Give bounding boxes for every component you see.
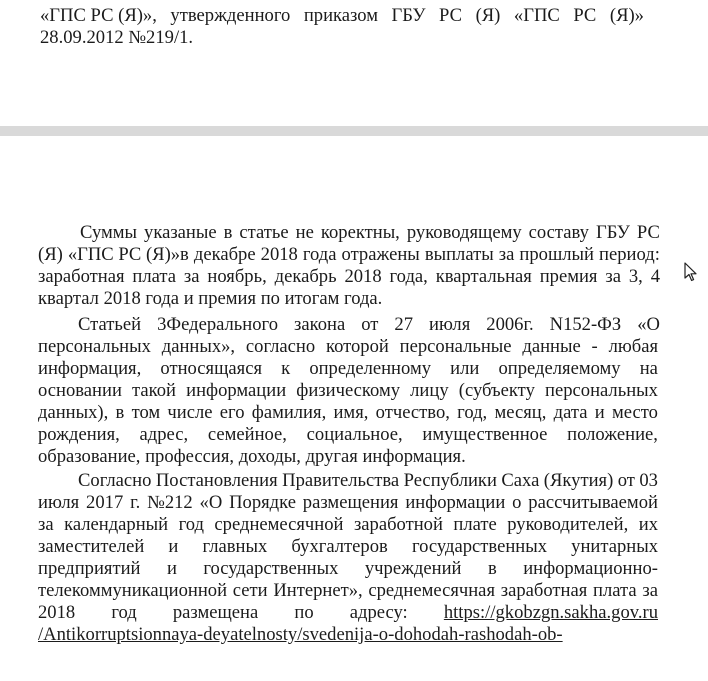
word: рождения, <box>38 424 120 445</box>
word: на <box>639 358 658 379</box>
word: физическому <box>296 380 401 401</box>
word: среднемесячная <box>368 580 495 601</box>
word: руководителей, <box>507 514 629 535</box>
word: ноябрь, <box>207 266 267 287</box>
word: информация, <box>38 358 142 379</box>
word: год <box>111 602 137 623</box>
word: и <box>166 558 177 579</box>
word: за <box>605 266 621 287</box>
p2-line-1 <box>78 314 660 336</box>
top-line-1 <box>40 5 644 27</box>
word: предприятий <box>38 558 141 579</box>
p3-line-2 <box>38 492 658 514</box>
word: или <box>450 358 480 379</box>
word: семейное, <box>207 424 287 445</box>
word: 2018 <box>38 602 76 623</box>
p3-line-1 <box>78 470 658 492</box>
word: бухгалтеров <box>291 536 388 557</box>
word: июля <box>38 492 80 513</box>
word: плата <box>132 266 177 287</box>
mouse-pointer-icon <box>683 262 697 282</box>
word: (субъекту <box>458 380 535 401</box>
word: в <box>223 222 233 243</box>
word: (Я) <box>475 5 501 26</box>
word: Республики <box>403 470 497 491</box>
word: года, <box>389 266 428 287</box>
word: лицу <box>410 380 449 401</box>
word: 03 <box>639 470 658 491</box>
word: закона <box>294 314 346 335</box>
word: плате <box>453 514 497 535</box>
word: данных», <box>161 336 236 357</box>
word: относящаяся <box>160 358 263 379</box>
word: 2017 <box>86 492 124 513</box>
word: Правительства <box>282 470 400 491</box>
p2-line-4 <box>38 380 658 402</box>
word: Согласно <box>78 470 152 491</box>
word: (Я) <box>38 244 63 265</box>
word: место <box>611 402 658 423</box>
word: за <box>183 266 200 287</box>
word: Постановления <box>155 470 278 491</box>
word: такой <box>132 380 176 401</box>
word: его <box>219 402 245 423</box>
p2-line-2 <box>38 336 658 358</box>
word: 4 <box>650 266 660 287</box>
word: персональных <box>38 336 151 357</box>
word: в <box>115 402 125 423</box>
word: числе <box>167 402 213 423</box>
p2-line-5 <box>38 402 658 424</box>
word: определенному <box>309 358 432 379</box>
word: Интернет», <box>273 580 363 601</box>
word: - <box>591 336 598 357</box>
word: размещена <box>172 602 259 623</box>
p3-line-4 <box>38 536 658 558</box>
word: декабрь <box>274 266 337 287</box>
word: коректны, <box>320 222 400 243</box>
word: основании <box>38 380 122 401</box>
word: 2006г. <box>486 314 534 335</box>
word: к <box>281 358 291 379</box>
word: информации <box>405 492 506 513</box>
word: за <box>38 514 54 535</box>
word: «ГПС <box>513 5 560 26</box>
word: Порядке <box>229 492 296 513</box>
p3-line-5 <box>38 558 658 580</box>
word: Суммы <box>80 222 138 243</box>
word: (Я)» <box>609 5 644 26</box>
p1-line-3 <box>38 266 660 288</box>
word: «ГПС РС (Я)»в <box>67 244 189 265</box>
word: имущественное <box>422 424 548 445</box>
word: год, <box>457 402 488 423</box>
word: заработной <box>353 514 443 535</box>
word: ГБУ <box>391 5 426 26</box>
word: г. <box>130 492 141 513</box>
top-line-2: 28.09.2012 №219/1. <box>40 27 194 48</box>
word: в <box>487 558 497 579</box>
word: любая <box>608 336 658 357</box>
word: и <box>594 402 605 423</box>
word: адресу: <box>349 602 408 623</box>
word: статье <box>239 222 289 243</box>
word: размещения <box>302 492 399 513</box>
word: квартальная <box>435 266 532 287</box>
p1-line-4: квартал 2018 года и премия по итогам года. <box>38 288 383 309</box>
p2-line-7: образование, профессия, доходы, другая информация. <box>38 446 466 467</box>
url-link[interactable]: https://gkobzgn.sakha.gov.ru <box>443 602 658 623</box>
word: данные <box>522 336 581 357</box>
word: заместителей <box>38 536 145 557</box>
word: персональных <box>545 380 658 401</box>
word: месяц, <box>494 402 547 423</box>
word: указаные <box>144 222 217 243</box>
word: от <box>617 470 635 491</box>
p1-line-2 <box>38 244 660 266</box>
word: учреждений <box>364 558 462 579</box>
p3-line-8-link[interactable]: /Antikorruptsionnaya-deyatelnosty/svedenija-o-dohodah-rashodah-ob- <box>38 624 563 645</box>
word: приказом <box>303 5 378 26</box>
word: сети <box>232 580 268 601</box>
word: персональные <box>399 336 512 357</box>
word: РС <box>573 5 597 26</box>
word: положение, <box>567 424 658 445</box>
word: Саха <box>501 470 540 491</box>
word: 3Федерального <box>157 314 278 335</box>
word: государственных <box>203 558 339 579</box>
page-main <box>0 136 708 681</box>
word: прошлый <box>519 244 594 265</box>
p3-line-7 <box>38 602 658 624</box>
word: их <box>638 514 658 535</box>
word: рассчитываемой <box>528 492 658 513</box>
word: 2018 <box>260 244 298 265</box>
word: отражены <box>341 244 420 265</box>
word: заработная <box>500 580 588 601</box>
word: государственных <box>411 536 548 557</box>
word: фамилия, <box>251 402 327 423</box>
word: 27 <box>394 314 414 335</box>
word: о <box>512 492 522 513</box>
word: Статьей <box>78 314 142 335</box>
word: адрес, <box>139 424 189 445</box>
word: июля <box>429 314 471 335</box>
word: определяемому <box>498 358 621 379</box>
word: премия <box>539 266 598 287</box>
word: РС <box>439 5 463 26</box>
word: 2018 <box>344 266 382 287</box>
word: отчество, <box>375 402 450 423</box>
word: социальное, <box>306 424 403 445</box>
p3-line-6 <box>38 580 658 602</box>
word: период: <box>599 244 660 265</box>
word: выплаты <box>424 244 494 265</box>
word: 3, <box>628 266 643 287</box>
word: телекоммуникационной <box>38 580 228 601</box>
word: ГБУ <box>595 222 630 243</box>
word: календарный <box>64 514 169 535</box>
p1-line-1 <box>80 222 660 244</box>
word: заработная <box>38 266 125 287</box>
word: которой <box>325 336 389 357</box>
word: имя, <box>333 402 369 423</box>
word: «О <box>637 314 660 335</box>
word: N152-ФЗ <box>549 314 622 335</box>
word: РС <box>636 222 660 243</box>
word: «ГПС РС (Я)», <box>40 5 157 26</box>
p2-line-3 <box>38 358 658 380</box>
p2-line-6 <box>38 424 658 446</box>
word: плата <box>593 580 637 601</box>
word: года <box>302 244 337 265</box>
word: от <box>361 314 379 335</box>
word: составу <box>528 222 589 243</box>
word: согласно <box>245 336 316 357</box>
word: руководящему <box>406 222 522 243</box>
word: «О <box>199 492 223 513</box>
word: год <box>178 514 204 535</box>
word: и <box>168 536 179 557</box>
word: утвержденного <box>170 5 291 26</box>
word: дата <box>553 402 588 423</box>
word: декабре <box>193 244 256 265</box>
word: среднемесячной <box>214 514 344 535</box>
word: унитарных <box>571 536 658 557</box>
page-fragment-top <box>0 0 708 126</box>
word: по <box>294 602 314 623</box>
word: главных <box>202 536 268 557</box>
word: информационно- <box>523 558 658 579</box>
p3-line-3 <box>38 514 658 536</box>
word: за <box>498 244 515 265</box>
word: (Якутия) <box>543 470 614 491</box>
word: данных), <box>38 402 109 423</box>
page-separator <box>0 126 708 136</box>
word: том <box>131 402 161 423</box>
word: за <box>642 580 658 601</box>
word: не <box>295 222 314 243</box>
word: №212 <box>147 492 193 513</box>
word: информации <box>186 380 287 401</box>
